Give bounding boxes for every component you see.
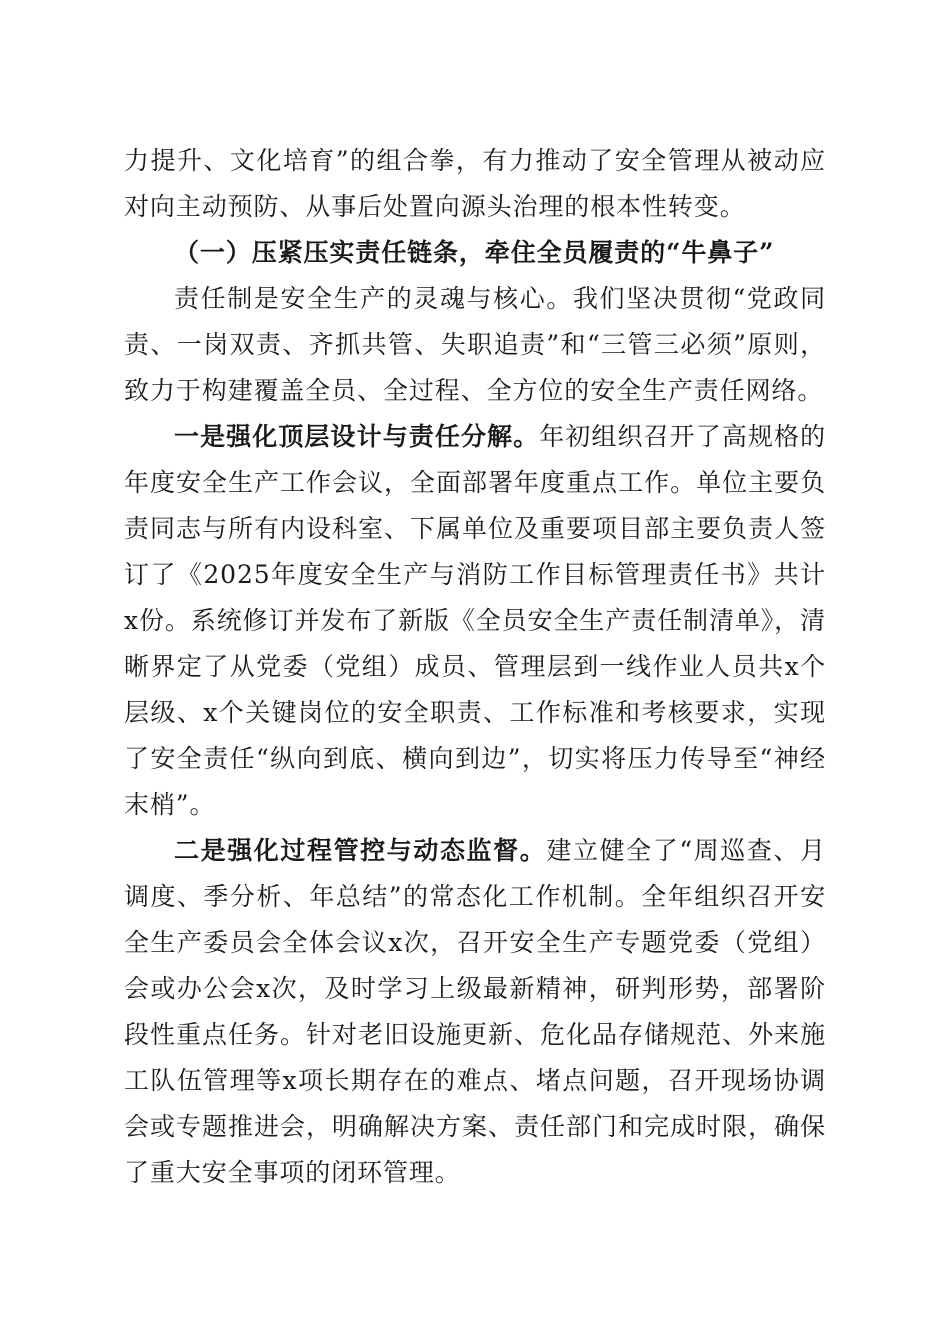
paragraph-top-level-design: [124, 414, 826, 828]
paragraph-process-control: [124, 828, 826, 1196]
paragraph-body-text: 建立健全了“周巡查、月调度、季分析、年总结”的常态化工作机制。全年组织召开安全生产委员会全体会议x次，召开安全生产专题党委（党组）会或办公会x次，及时学习上级最新精神，研判形势，部署阶段性重点任务。针对老旧设施更新、危化品存储规范、外来施工队伍管理等x项长期存在的难点、堵点问题，召开现场协调会或专题推进会，明确解决方案、责任部门和完成时限，确保了重大安全事项的闭环管理。: [124, 836, 827, 1187]
paragraph-lead-phrase: 一是强化顶层设计与责任分解。: [174, 422, 540, 451]
section-heading: （一）压紧压实责任链条，牵住全员履责的“牛鼻子”: [174, 238, 775, 267]
paragraph-responsibility-intro: 责任制是安全生产的灵魂与核心。我们坚决贯彻“党政同责、一岗双责、齐抓共管、失职追责”和“三管三必须”原则，致力于构建覆盖全员、全过程、全方位的安全生产责任网络。: [124, 284, 826, 405]
paragraph-lead-phrase: 二是强化过程管控与动态监督。: [174, 836, 547, 865]
paragraph-continuation: 力提升、文化培育”的组合拳，有力推动了安全管理从被动应对向主动预防、从事后处置向源头治理的根本性转变。: [124, 146, 826, 221]
document-body: [124, 138, 826, 1196]
paragraph-body-text: 年初组织召开了高规格的年度安全生产工作会议，全面部署年度重点工作。单位主要负责同志与所有内设科室、下属单位及重要项目部主要负责人签订了《2025年度安全生产与消防工作目标管理责任书》共计x份。系统修订并发布了新版《全员安全生产责任制清单》，清晰界定了从党委（党组）成员、管理层到一线作业人员共x个层级、x个关键岗位的安全职责、工作标准和考核要求，实现了安全责任“纵向到底、横向到边”，切实将压力传导至“神经末梢”。: [124, 422, 826, 819]
